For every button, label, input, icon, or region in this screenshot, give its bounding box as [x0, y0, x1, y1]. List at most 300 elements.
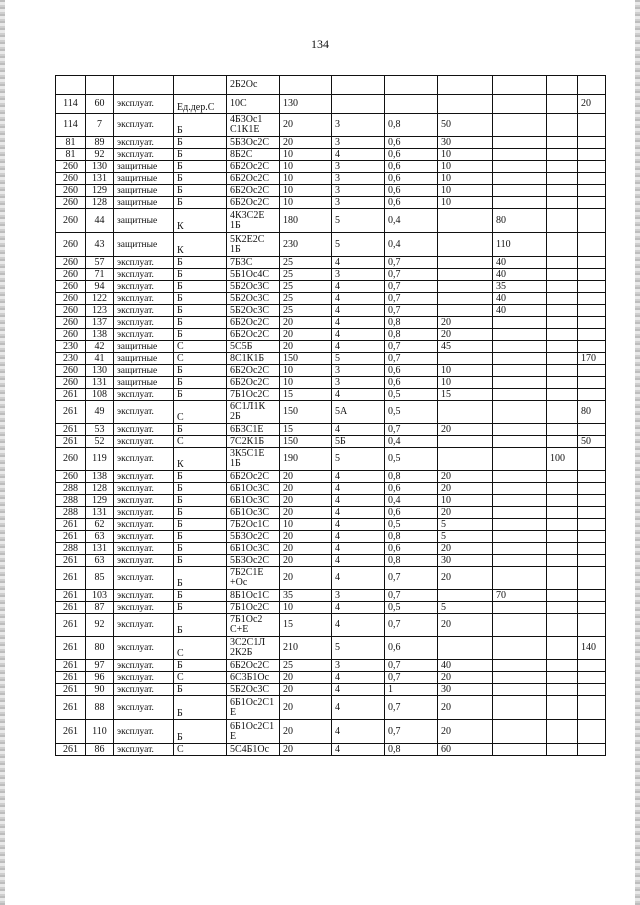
- cell-col-11: [547, 684, 578, 696]
- cell-category: эксплуат.: [114, 602, 174, 614]
- cell-kvartal: 260: [56, 305, 86, 317]
- cell-col-10: 40: [493, 269, 547, 281]
- cell-species: Б: [174, 114, 227, 137]
- cell-density: 0,8: [385, 317, 438, 329]
- cell-class: 4: [332, 555, 385, 567]
- cell-col-10: [493, 519, 547, 531]
- table-row: [56, 341, 606, 353]
- cell-kvartal: 260: [56, 209, 86, 233]
- cell-class: 4: [332, 329, 385, 341]
- cell-vydel: 63: [86, 555, 114, 567]
- cell-class: 4: [332, 744, 385, 756]
- cell-category: эксплуат.: [114, 281, 174, 293]
- cell-class: 4: [332, 281, 385, 293]
- cell-col-10: [493, 389, 547, 401]
- cell-col-10: [493, 353, 547, 365]
- cell-class: 4: [332, 495, 385, 507]
- cell-col-12: [578, 519, 606, 531]
- cell-col-10: [493, 471, 547, 483]
- cell-col-9: 10: [438, 495, 493, 507]
- cell-vydel: 123: [86, 305, 114, 317]
- cell-col-10: [493, 114, 547, 137]
- cell-composition: 4Б3Ос1 С1К1Е: [227, 114, 280, 137]
- cell-age: 20: [280, 495, 332, 507]
- cell-class: 4: [332, 305, 385, 317]
- cell-composition: 5Б2Ос3С: [227, 684, 280, 696]
- cell-density: 0,7: [385, 305, 438, 317]
- table-row: [56, 365, 606, 377]
- cell-category: эксплуат.: [114, 567, 174, 590]
- cell-composition: 8Б2С: [227, 149, 280, 161]
- table-row: [56, 149, 606, 161]
- cell-class: 3: [332, 114, 385, 137]
- cell-category: эксплуат.: [114, 424, 174, 436]
- cell-class: 4: [332, 531, 385, 543]
- cell-species: Б: [174, 519, 227, 531]
- cell-density: 0,7: [385, 614, 438, 637]
- cell-col-10: [493, 173, 547, 185]
- table-row: [56, 137, 606, 149]
- table-row: [56, 257, 606, 269]
- cell-kvartal: 230: [56, 353, 86, 365]
- cell-vydel: 92: [86, 614, 114, 637]
- cell-composition: 6Б1Ос3С: [227, 483, 280, 495]
- table-row: [56, 197, 606, 209]
- cell-col-12: [578, 341, 606, 353]
- cell-kvartal: 114: [56, 114, 86, 137]
- cell-composition: 10С: [227, 95, 280, 114]
- cell-vydel: 131: [86, 543, 114, 555]
- cell-col-9: 20: [438, 483, 493, 495]
- cell-col-10: [493, 483, 547, 495]
- cell-age: 20: [280, 672, 332, 684]
- cell-col-12: [578, 233, 606, 257]
- cell-species: С: [174, 353, 227, 365]
- cell-col-10: [493, 197, 547, 209]
- cell-kvartal: 260: [56, 173, 86, 185]
- cell-col-9: 20: [438, 329, 493, 341]
- cell-kvartal: 260: [56, 329, 86, 341]
- cell-category: защитные: [114, 209, 174, 233]
- cell-category: эксплуат.: [114, 293, 174, 305]
- cell-col-11: [547, 660, 578, 672]
- cell-class: 3: [332, 269, 385, 281]
- cell-composition: 8Б1Ос1С: [227, 590, 280, 602]
- cell-species: Б: [174, 590, 227, 602]
- cell-category: эксплуат.: [114, 660, 174, 672]
- cell-col-12: [578, 672, 606, 684]
- table-row: [56, 76, 606, 95]
- table-row: [56, 95, 606, 114]
- cell-col-10: [493, 401, 547, 424]
- table-row: [56, 377, 606, 389]
- cell-class: 3: [332, 161, 385, 173]
- table-row: [56, 590, 606, 602]
- cell-composition: 7Б3С: [227, 257, 280, 269]
- cell-class: 4: [332, 424, 385, 436]
- cell-class: 3: [332, 365, 385, 377]
- cell-density: 0,7: [385, 293, 438, 305]
- cell-col-12: [578, 185, 606, 197]
- cell-kvartal: 260: [56, 377, 86, 389]
- cell-col-10: [493, 95, 547, 114]
- cell-col-9: [438, 448, 493, 471]
- cell-kvartal: 261: [56, 696, 86, 720]
- cell-category: эксплуат.: [114, 614, 174, 637]
- cell-col-12: [578, 305, 606, 317]
- cell-composition: 6Б1Ос2С1 Е: [227, 720, 280, 744]
- cell-composition: 7Б1Ос2С: [227, 602, 280, 614]
- cell-col-10: [493, 637, 547, 660]
- cell-col-10: 40: [493, 305, 547, 317]
- cell-density: 0,6: [385, 483, 438, 495]
- cell-col-11: [547, 614, 578, 637]
- cell-composition: 6Б2Ос2С: [227, 185, 280, 197]
- cell-species: Б: [174, 377, 227, 389]
- cell-vydel: 131: [86, 173, 114, 185]
- cell-density: 0,8: [385, 531, 438, 543]
- cell-age: 20: [280, 744, 332, 756]
- cell-age: 35: [280, 590, 332, 602]
- cell-vydel: 92: [86, 149, 114, 161]
- cell-vydel: 80: [86, 637, 114, 660]
- cell-col-11: [547, 436, 578, 448]
- cell-density: 0,5: [385, 519, 438, 531]
- cell-density: 0,4: [385, 209, 438, 233]
- cell-class: 5: [332, 233, 385, 257]
- cell-vydel: 122: [86, 293, 114, 305]
- cell-col-9: [438, 353, 493, 365]
- cell-col-10: [493, 377, 547, 389]
- cell-density: 0,5: [385, 401, 438, 424]
- cell-col-9: 20: [438, 507, 493, 519]
- cell-col-12: [578, 149, 606, 161]
- table-row: [56, 744, 606, 756]
- cell-kvartal: 114: [56, 95, 86, 114]
- cell-category: эксплуат.: [114, 507, 174, 519]
- cell-vydel: 43: [86, 233, 114, 257]
- cell-composition: 7С2К1Б: [227, 436, 280, 448]
- cell-col-9: 60: [438, 744, 493, 756]
- cell-kvartal: 261: [56, 602, 86, 614]
- cell-density: 0,7: [385, 696, 438, 720]
- cell-species: Б: [174, 660, 227, 672]
- cell-kvartal: 81: [56, 149, 86, 161]
- cell-species: Б: [174, 614, 227, 637]
- cell-class: 3: [332, 185, 385, 197]
- cell-class: 4: [332, 672, 385, 684]
- cell-col-11: [547, 602, 578, 614]
- cell-species: Б: [174, 365, 227, 377]
- cell-col-11: [547, 76, 578, 95]
- cell-col-10: [493, 329, 547, 341]
- cell-vydel: 137: [86, 317, 114, 329]
- cell-col-9: [438, 233, 493, 257]
- cell-col-12: [578, 365, 606, 377]
- cell-class: 4: [332, 507, 385, 519]
- cell-col-11: [547, 507, 578, 519]
- cell-col-9: 20: [438, 614, 493, 637]
- cell-composition: 6Б2Ос2С: [227, 471, 280, 483]
- cell-vydel: [86, 76, 114, 95]
- cell-age: 20: [280, 341, 332, 353]
- cell-vydel: 138: [86, 471, 114, 483]
- cell-species: Б: [174, 696, 227, 720]
- cell-density: [385, 95, 438, 114]
- cell-class: 3: [332, 197, 385, 209]
- cell-kvartal: 288: [56, 483, 86, 495]
- cell-col-11: [547, 161, 578, 173]
- cell-class: 4: [332, 720, 385, 744]
- cell-category: эксплуат.: [114, 495, 174, 507]
- cell-age: 20: [280, 720, 332, 744]
- cell-col-12: [578, 448, 606, 471]
- cell-vydel: 130: [86, 365, 114, 377]
- cell-class: 5: [332, 637, 385, 660]
- cell-age: 25: [280, 660, 332, 672]
- cell-age: 10: [280, 185, 332, 197]
- cell-col-11: [547, 744, 578, 756]
- cell-class: 4: [332, 341, 385, 353]
- cell-composition: 6Б2Ос2С: [227, 660, 280, 672]
- cell-composition: 8С1К1Б: [227, 353, 280, 365]
- cell-category: эксплуат.: [114, 401, 174, 424]
- cell-species: Б: [174, 281, 227, 293]
- cell-age: 210: [280, 637, 332, 660]
- cell-species: Б: [174, 543, 227, 555]
- cell-composition: 5Б3Ос2С: [227, 137, 280, 149]
- cell-composition: 5Б2Ос3С: [227, 293, 280, 305]
- table-row: [56, 424, 606, 436]
- cell-density: 0,6: [385, 377, 438, 389]
- cell-col-10: 70: [493, 590, 547, 602]
- cell-kvartal: 261: [56, 720, 86, 744]
- cell-age: 150: [280, 401, 332, 424]
- cell-category: эксплуат.: [114, 590, 174, 602]
- cell-category: защитные: [114, 353, 174, 365]
- cell-col-9: 5: [438, 602, 493, 614]
- cell-class: 3: [332, 137, 385, 149]
- cell-age: 25: [280, 305, 332, 317]
- cell-density: 0,7: [385, 660, 438, 672]
- cell-kvartal: 260: [56, 161, 86, 173]
- cell-col-12: [578, 483, 606, 495]
- scan-edge-right: [635, 0, 640, 905]
- cell-age: 15: [280, 424, 332, 436]
- cell-class: 4: [332, 614, 385, 637]
- cell-class: 4: [332, 389, 385, 401]
- cell-vydel: 57: [86, 257, 114, 269]
- cell-species: Б: [174, 293, 227, 305]
- cell-category: эксплуат.: [114, 531, 174, 543]
- cell-col-10: [493, 448, 547, 471]
- cell-composition: 6Б2Ос2С: [227, 317, 280, 329]
- table-row: [56, 173, 606, 185]
- cell-density: 1: [385, 684, 438, 696]
- cell-age: 130: [280, 95, 332, 114]
- cell-kvartal: 261: [56, 660, 86, 672]
- cell-vydel: 96: [86, 672, 114, 684]
- cell-density: 0,5: [385, 389, 438, 401]
- cell-col-11: [547, 672, 578, 684]
- cell-kvartal: 261: [56, 590, 86, 602]
- cell-species: Б: [174, 257, 227, 269]
- cell-class: 4: [332, 257, 385, 269]
- cell-category: защитные: [114, 341, 174, 353]
- cell-kvartal: 261: [56, 672, 86, 684]
- cell-col-9: 30: [438, 555, 493, 567]
- cell-kvartal: 260: [56, 197, 86, 209]
- cell-col-11: [547, 365, 578, 377]
- cell-col-9: 5: [438, 531, 493, 543]
- cell-species: С: [174, 401, 227, 424]
- cell-col-10: 80: [493, 209, 547, 233]
- page-number: 134: [311, 37, 329, 51]
- cell-density: 0,6: [385, 137, 438, 149]
- cell-composition: 5С5Б: [227, 341, 280, 353]
- cell-col-10: [493, 567, 547, 590]
- cell-species: К: [174, 233, 227, 257]
- table-row: [56, 293, 606, 305]
- cell-density: 0,4: [385, 436, 438, 448]
- cell-col-12: [578, 495, 606, 507]
- cell-col-12: [578, 602, 606, 614]
- cell-col-12: [578, 590, 606, 602]
- cell-col-11: [547, 329, 578, 341]
- cell-col-12: [578, 543, 606, 555]
- cell-vydel: 71: [86, 269, 114, 281]
- cell-category: эксплуат.: [114, 696, 174, 720]
- cell-vydel: 94: [86, 281, 114, 293]
- cell-col-10: [493, 531, 547, 543]
- cell-class: 3: [332, 660, 385, 672]
- cell-kvartal: 261: [56, 519, 86, 531]
- cell-col-12: [578, 329, 606, 341]
- cell-col-11: [547, 555, 578, 567]
- cell-category: защитные: [114, 233, 174, 257]
- cell-density: 0,6: [385, 507, 438, 519]
- cell-density: 0,7: [385, 353, 438, 365]
- cell-age: 15: [280, 389, 332, 401]
- cell-composition: 5Б2Ос3С: [227, 281, 280, 293]
- cell-density: 0,4: [385, 233, 438, 257]
- cell-species: К: [174, 448, 227, 471]
- cell-col-10: [493, 341, 547, 353]
- cell-vydel: 129: [86, 495, 114, 507]
- table-row: [56, 329, 606, 341]
- cell-density: 0,8: [385, 471, 438, 483]
- cell-col-11: [547, 389, 578, 401]
- cell-age: 150: [280, 436, 332, 448]
- table-row: [56, 389, 606, 401]
- cell-density: 0,8: [385, 744, 438, 756]
- table-row: [56, 281, 606, 293]
- cell-col-11: [547, 269, 578, 281]
- table-row: [56, 209, 606, 233]
- cell-kvartal: 260: [56, 233, 86, 257]
- cell-col-11: [547, 209, 578, 233]
- cell-col-11: [547, 137, 578, 149]
- cell-vydel: 85: [86, 567, 114, 590]
- table-row: [56, 185, 606, 197]
- cell-class: 4: [332, 696, 385, 720]
- cell-vydel: 86: [86, 744, 114, 756]
- scan-edge-left: [0, 0, 5, 905]
- cell-class: 4: [332, 483, 385, 495]
- cell-class: 4: [332, 684, 385, 696]
- table-row: [56, 637, 606, 660]
- cell-col-12: [578, 660, 606, 672]
- cell-col-11: [547, 233, 578, 257]
- table-row: [56, 567, 606, 590]
- cell-composition: 5Б3Ос2С: [227, 555, 280, 567]
- cell-age: 20: [280, 317, 332, 329]
- cell-kvartal: 261: [56, 401, 86, 424]
- cell-col-11: [547, 543, 578, 555]
- cell-col-12: [578, 76, 606, 95]
- cell-col-12: [578, 269, 606, 281]
- cell-category: защитные: [114, 365, 174, 377]
- cell-col-9: [438, 590, 493, 602]
- cell-category: эксплуат.: [114, 720, 174, 744]
- table-row: [56, 696, 606, 720]
- cell-vydel: 103: [86, 590, 114, 602]
- cell-col-11: [547, 305, 578, 317]
- cell-composition: 6Б2Ос2С: [227, 161, 280, 173]
- cell-col-11: [547, 293, 578, 305]
- table-row: [56, 233, 606, 257]
- cell-density: 0,5: [385, 602, 438, 614]
- cell-composition: 6Б2Ос2С: [227, 197, 280, 209]
- cell-col-9: 45: [438, 341, 493, 353]
- cell-col-10: [493, 436, 547, 448]
- cell-col-12: [578, 161, 606, 173]
- cell-species: Б: [174, 197, 227, 209]
- cell-category: защитные: [114, 185, 174, 197]
- cell-species: Б: [174, 161, 227, 173]
- cell-kvartal: 260: [56, 257, 86, 269]
- cell-col-10: 40: [493, 293, 547, 305]
- cell-age: 20: [280, 471, 332, 483]
- table-row: [56, 269, 606, 281]
- cell-col-12: [578, 173, 606, 185]
- cell-age: 25: [280, 293, 332, 305]
- cell-vydel: 41: [86, 353, 114, 365]
- cell-kvartal: 261: [56, 424, 86, 436]
- cell-col-9: 10: [438, 161, 493, 173]
- cell-col-12: [578, 317, 606, 329]
- cell-category: эксплуат.: [114, 744, 174, 756]
- cell-age: 150: [280, 353, 332, 365]
- cell-species: Б: [174, 173, 227, 185]
- cell-col-12: 20: [578, 95, 606, 114]
- cell-kvartal: [56, 76, 86, 95]
- cell-age: 20: [280, 531, 332, 543]
- cell-col-12: [578, 209, 606, 233]
- cell-category: эксплуат.: [114, 555, 174, 567]
- cell-class: 5: [332, 353, 385, 365]
- table-row: [56, 161, 606, 173]
- cell-category: эксплуат.: [114, 95, 174, 114]
- cell-col-12: [578, 471, 606, 483]
- cell-col-11: [547, 197, 578, 209]
- cell-col-9: [438, 401, 493, 424]
- table-row: [56, 448, 606, 471]
- cell-vydel: 97: [86, 660, 114, 672]
- cell-density: 0,6: [385, 173, 438, 185]
- cell-category: защитные: [114, 161, 174, 173]
- cell-col-9: [438, 269, 493, 281]
